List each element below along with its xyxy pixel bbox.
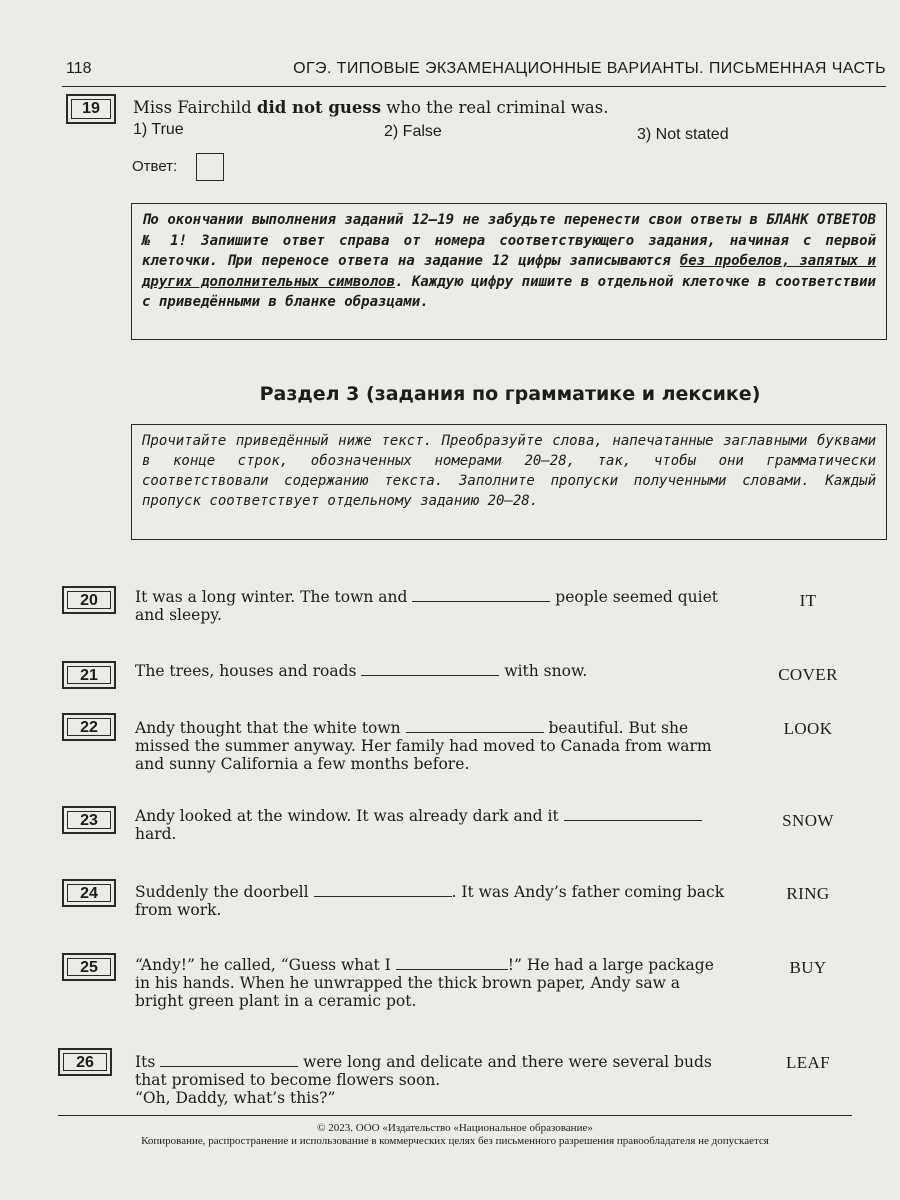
copyright-notice: Копирование, распространение и использование в коммерческих целях без письменного разрешения правообладателя не допускается xyxy=(141,1135,769,1147)
answer-box[interactable] xyxy=(196,153,224,181)
task-text: It was a long winter. The town and people seemed quiet and sleepy. xyxy=(135,588,718,624)
copyright-footer xyxy=(58,1115,852,1148)
answer-blank[interactable] xyxy=(361,675,499,676)
task-number-box: 24 xyxy=(62,879,116,907)
task-number-box: 25 xyxy=(62,953,116,981)
emphasis: did not guess xyxy=(256,98,381,117)
task-text: Suddenly the doorbell . It was Andy’s father coming back from work. xyxy=(135,883,725,919)
base-word: RING xyxy=(786,884,830,903)
page-number: 118 xyxy=(66,60,92,77)
base-word: COVER xyxy=(778,665,838,684)
task-text: Its were long and delicate and there were several buds that promised to become flowers soon. “Oh, Daddy, what’s this?” xyxy=(135,1053,712,1107)
task-number-box: 22 xyxy=(62,713,116,741)
underlined-text: без пробелов, запятых и других дополнительных символов xyxy=(142,253,876,290)
task-text: The trees, houses and roads with snow. xyxy=(135,662,588,680)
task-number-box: 20 xyxy=(62,586,116,614)
page-header xyxy=(62,56,886,87)
instruction-note-transfer: По окончании выполнения заданий 12–19 не забудьте перенести свои ответы в БЛАНК ОТВЕТОВ № 1! Запишите ответ справа от номера соответствующего задания, начиная с первой клеточки. При переносе ответа на задание 12 цифры записываются без пробелов, запятых и других дополнительных символов. Каждую цифру пишите в отдельной клеточке в соответствии с приведёнными в бланке образцами. xyxy=(131,203,887,340)
answer-blank[interactable] xyxy=(396,969,508,970)
task-number-box: 23 xyxy=(62,806,116,834)
base-word: LEAF xyxy=(785,1053,831,1072)
task-number-box: 26 xyxy=(58,1048,112,1076)
base-word: LOOK xyxy=(783,719,833,738)
answer-blank[interactable] xyxy=(406,732,544,733)
answer-blank[interactable] xyxy=(564,820,702,821)
answer-blank[interactable] xyxy=(160,1066,298,1067)
option-true: 1) True xyxy=(133,121,184,138)
task-number-box: 21 xyxy=(62,661,116,689)
instruction-note-grammar: Прочитайте приведённый ниже текст. Преобразуйте слова, напечатанные заглавными буквами в конце строк, обозначенных номерами 20–28, так, чтобы они грамматически соответствовали содержанию текста. Заполните пропуски полученными словами. Каждый пропуск соответствует отдельному заданию 20–28. xyxy=(131,424,887,540)
task-text: Andy looked at the window. It was already dark and it hard. xyxy=(135,807,727,843)
section-title: Раздел 3 (задания по грамматике и лексике) xyxy=(259,383,761,405)
base-word: IT xyxy=(799,591,817,610)
answer-label: Ответ: xyxy=(132,158,178,175)
dialogue-line: “Oh, Daddy, what’s this?” xyxy=(135,1089,336,1107)
option-false: 2) False xyxy=(384,123,442,140)
answer-blank[interactable] xyxy=(412,601,550,602)
answer-blank[interactable] xyxy=(314,896,452,897)
base-word: SNOW xyxy=(782,811,834,830)
copyright-line: © 2023. ООО «Издательство «Национальное образование» xyxy=(317,1122,593,1134)
option-not-stated: 3) Not stated xyxy=(637,126,729,143)
base-word: BUY xyxy=(789,958,827,977)
task-text: Andy thought that the white town beautiful. But she missed the summer anyway. Her family had moved to Canada from warm and sunny California a few months before. xyxy=(135,719,712,773)
task-number-box: 19 xyxy=(66,94,116,124)
question-text: Miss Fairchild did not guess who the real criminal was. xyxy=(133,98,609,117)
task-text: “Andy!” he called, “Guess what I !” He had a large package in his hands. When he unwrapped the thick brown paper, Andy saw a bright green plant in a ceramic pot. xyxy=(135,956,714,1010)
running-title: ОГЭ. ТИПОВЫЕ ЭКЗАМЕНАЦИОННЫЕ ВАРИАНТЫ. ПИСЬМЕННАЯ ЧАСТЬ xyxy=(293,60,886,77)
